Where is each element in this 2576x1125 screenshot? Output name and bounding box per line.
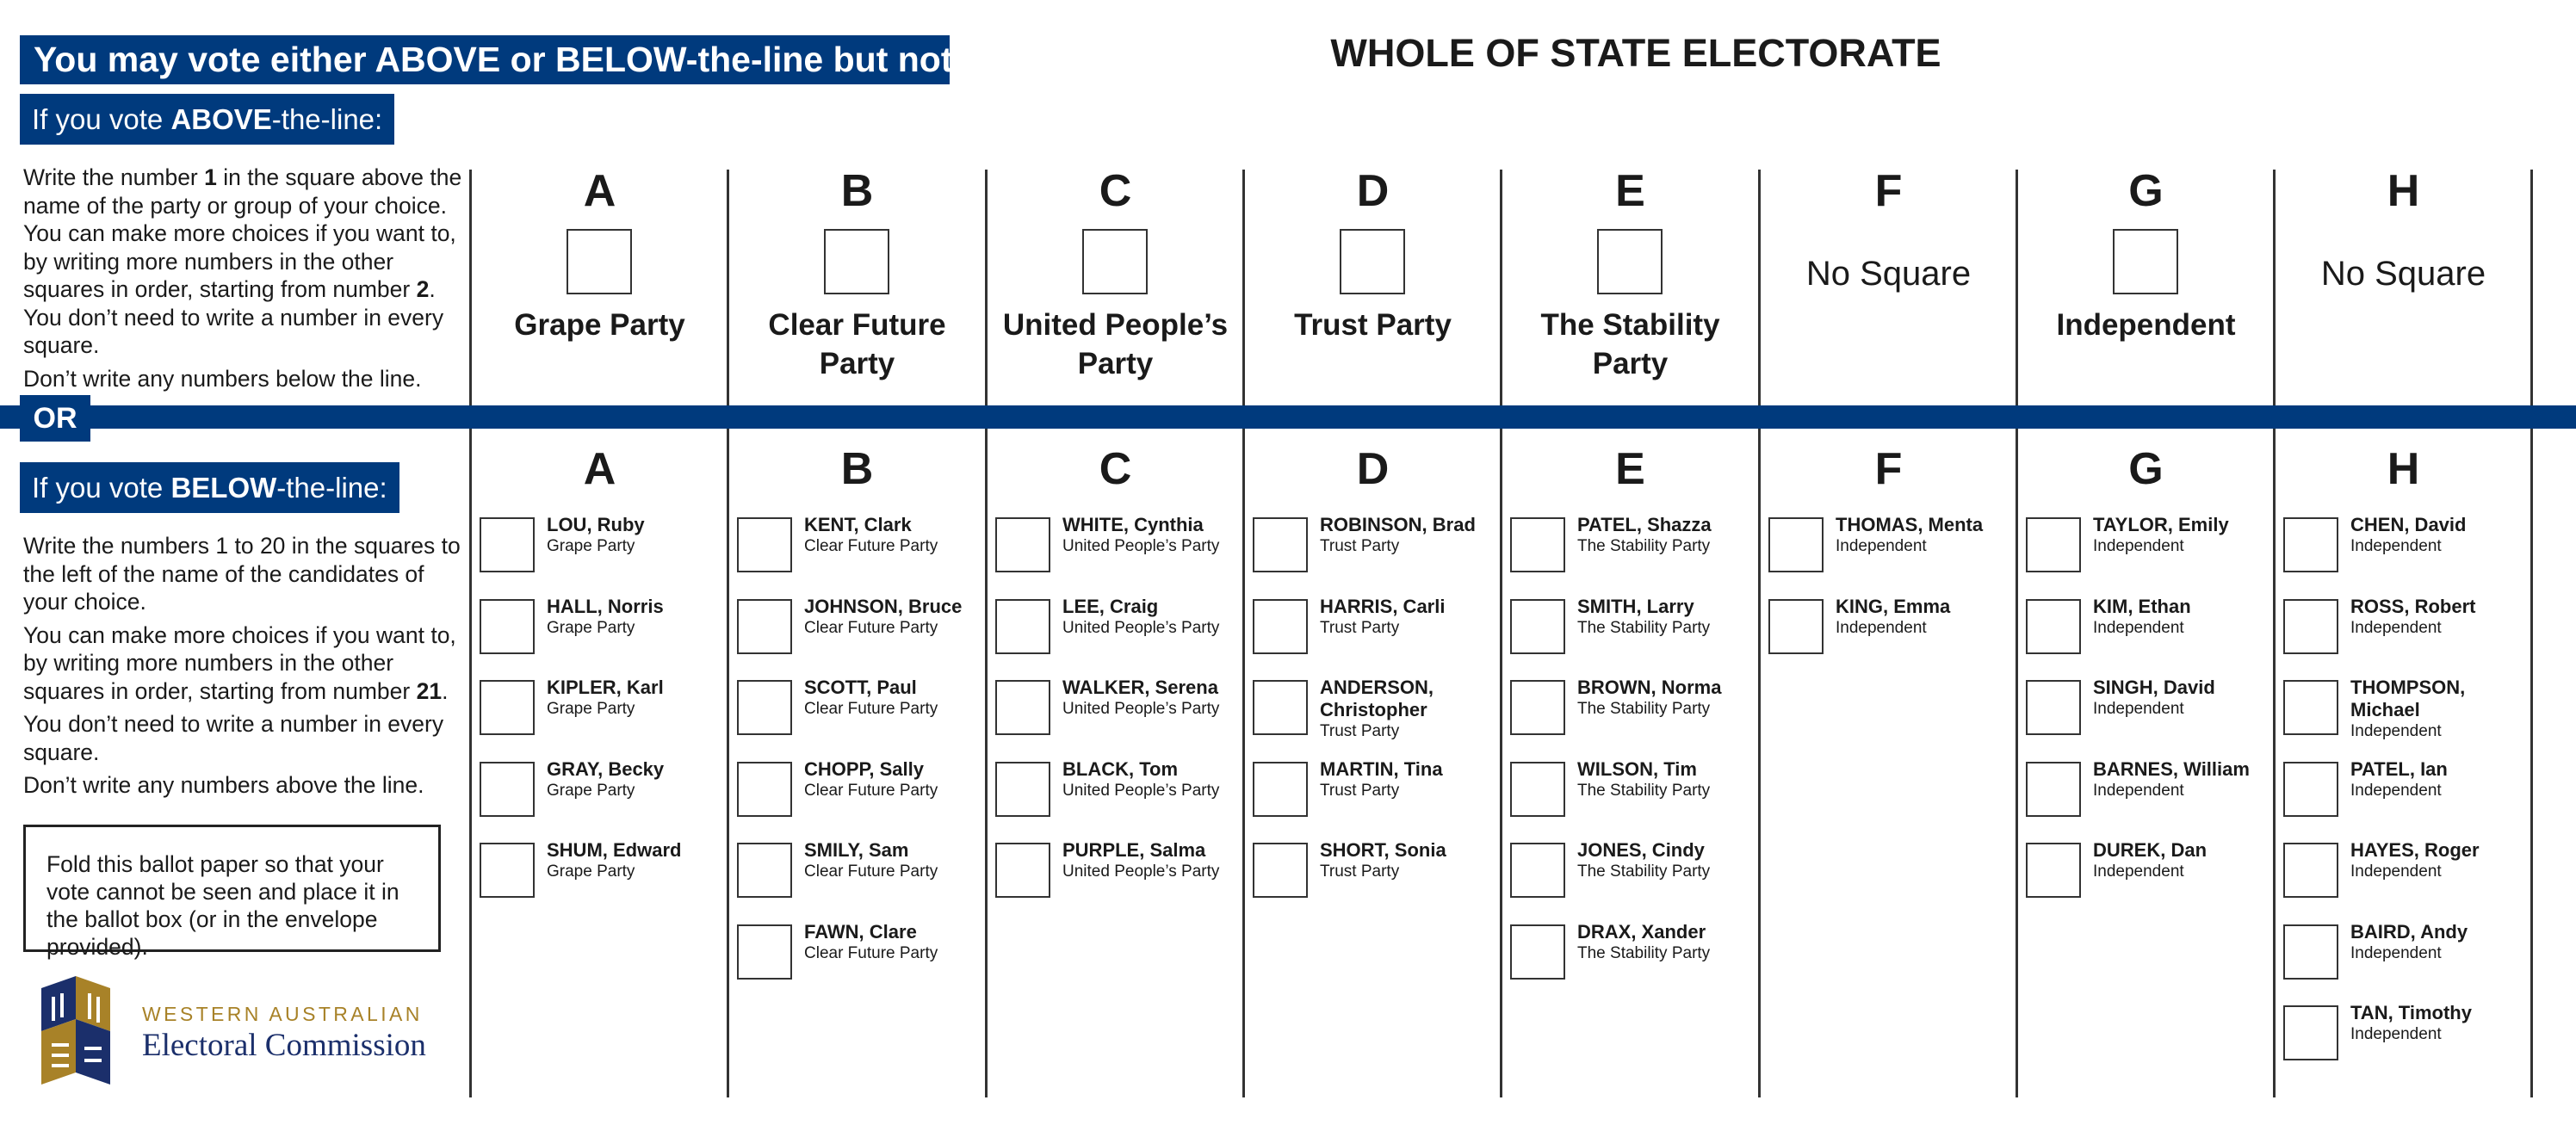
text: . <box>442 677 449 704</box>
number-twenty-one: 21 <box>416 677 443 704</box>
candidate-name <box>804 758 981 801</box>
party-name-line: Clear Future <box>768 308 946 342</box>
candidate-name-text: DUREK, Dan <box>2093 839 2208 861</box>
candidate-row <box>1760 514 2017 591</box>
logo-text-line-2: Electoral Commission <box>142 1028 426 1063</box>
candidate-name <box>1836 596 2012 639</box>
candidate-square[interactable] <box>1510 762 1565 817</box>
candidate-square[interactable] <box>1768 599 1824 654</box>
candidate-square[interactable] <box>2026 843 2081 898</box>
candidate-name-text: HARRIS, Carli <box>1320 595 1446 617</box>
candidate-name-text: KIM, Ethan <box>2093 595 2191 617</box>
candidate-party: Independent <box>2093 618 2184 637</box>
party-name-line: Independent <box>2056 308 2236 342</box>
candidate-party: Independent <box>2350 781 2442 800</box>
candidate-party: Independent <box>2350 1025 2442 1043</box>
candidate-square[interactable] <box>2283 517 2338 572</box>
candidate-name-text: GRAY, Becky <box>547 757 665 780</box>
candidate-row <box>2275 758 2532 836</box>
candidate-name-text: PATEL, Shazza <box>1577 514 1712 535</box>
candidate-name <box>1062 514 1239 557</box>
candidate-square[interactable] <box>480 680 535 735</box>
candidate-party: Independent <box>2093 700 2184 718</box>
candidate-name <box>804 921 981 964</box>
candidate-name-text: PURPLE, Salma <box>1062 839 1206 861</box>
below-instruction-4: Don’t write any numbers above the line. <box>23 772 424 798</box>
candidate-party: Independent <box>2350 862 2442 881</box>
candidate-name-text: PATEL, Ian <box>2350 757 2448 780</box>
candidate-row <box>2275 921 2532 998</box>
candidate-row <box>471 839 728 917</box>
candidate-row <box>728 514 986 591</box>
candidate-party: Trust Party <box>1320 781 1400 800</box>
candidate-group-letter-a: A <box>583 444 616 494</box>
candidate-row <box>1244 514 1502 591</box>
candidate-party: United People’s Party <box>1062 700 1220 718</box>
candidate-party: The Stability Party <box>1577 537 1711 555</box>
candidate-name-text: SHUM, Edward <box>547 839 682 861</box>
candidate-row <box>1502 677 1759 754</box>
candidate-party: United People’s Party <box>1062 862 1220 881</box>
candidate-name <box>2093 677 2269 720</box>
candidate-name-text: SHORT, Sonia <box>1320 839 1446 861</box>
group-letter-c: C <box>1099 166 1132 216</box>
candidate-party: Independent <box>1836 618 1927 637</box>
candidate-party: Trust Party <box>1320 862 1400 881</box>
candidate-party: Clear Future Party <box>804 618 938 637</box>
candidate-row <box>728 921 986 998</box>
party-name-line: Party <box>819 347 895 380</box>
below-instruction-1: Write the numbers 1 to 20 in the squares to the left of the name of the candidates of your choice. <box>23 533 461 615</box>
candidate-square[interactable] <box>995 680 1050 735</box>
candidate-square[interactable] <box>737 843 792 898</box>
candidate-name <box>2350 1002 2527 1045</box>
candidate-name-text: LEE, Craig <box>1062 595 1159 617</box>
candidate-square[interactable] <box>995 843 1050 898</box>
party-name-line: The Stability <box>1540 308 1720 342</box>
candidate-name-text: THOMAS, Menta <box>1836 514 1984 535</box>
candidate-name <box>2350 921 2527 964</box>
candidate-party: The Stability Party <box>1577 618 1711 637</box>
candidate-name-text: BROWN, Norma <box>1577 677 1722 698</box>
below-heading-bold: BELOW <box>170 472 277 504</box>
candidate-square[interactable] <box>2026 762 2081 817</box>
candidate-name-text: CHEN, David <box>2350 514 2467 535</box>
group-square-e[interactable] <box>1597 229 1663 294</box>
candidate-party: United People’s Party <box>1062 537 1220 555</box>
candidate-square[interactable] <box>1253 517 1308 572</box>
candidate-square[interactable] <box>480 599 535 654</box>
candidate-square[interactable] <box>1510 843 1565 898</box>
candidate-name-text: MARTIN, Tina <box>1320 757 1443 780</box>
candidate-name-text: JONES, Cindy <box>1577 839 1705 861</box>
party-name-line: Party <box>1592 347 1669 380</box>
group-letter-b: B <box>840 166 874 216</box>
candidate-row <box>2275 596 2532 673</box>
candidate-name <box>2093 514 2269 557</box>
candidate-name-text: ANDERSON, Christopher <box>1320 677 1434 720</box>
group-square-g[interactable] <box>2113 229 2178 294</box>
candidate-square[interactable] <box>480 843 535 898</box>
candidate-group-letter-f: F <box>1874 444 1903 494</box>
candidate-name <box>804 514 981 557</box>
candidate-row <box>2017 839 2275 917</box>
candidate-party: Trust Party <box>1320 618 1400 637</box>
candidate-party: Independent <box>2350 722 2442 740</box>
number-two: 2 <box>416 276 430 302</box>
candidate-row <box>471 677 728 754</box>
candidate-name-text: BLACK, Tom <box>1062 757 1179 780</box>
candidate-name-text: FAWN, Clare <box>804 920 917 943</box>
candidate-name-text: KING, Emma <box>1836 595 1951 617</box>
candidate-name-text: TAYLOR, Emily <box>2093 514 2229 535</box>
candidate-square[interactable] <box>1510 599 1565 654</box>
party-name-b <box>728 306 986 383</box>
candidate-row <box>987 514 1244 591</box>
candidate-row <box>728 596 986 673</box>
candidate-party: Clear Future Party <box>804 862 938 881</box>
party-name-line: Trust Party <box>1294 308 1452 342</box>
candidate-square[interactable] <box>1510 924 1565 980</box>
candidate-name <box>1577 758 1754 801</box>
candidate-name-text: KIPLER, Karl <box>547 677 664 698</box>
party-name-g <box>2017 306 2275 344</box>
candidate-name <box>1577 839 1754 882</box>
candidate-name-text: KENT, Clark <box>804 514 912 535</box>
text: Write the number <box>23 164 205 190</box>
candidate-name-text: WALKER, Serena <box>1062 677 1218 698</box>
group-square-d[interactable] <box>1340 229 1405 294</box>
candidate-row <box>987 596 1244 673</box>
candidate-name-text: WHITE, Cynthia <box>1062 514 1204 535</box>
candidate-row <box>1244 839 1502 917</box>
group-letter-f: F <box>1874 166 1903 216</box>
candidate-group-letter-e: E <box>1615 444 1645 494</box>
candidate-name <box>1062 596 1239 639</box>
text: . You don’t need to write a number in every square. <box>23 276 444 358</box>
candidate-party: Clear Future Party <box>804 943 938 962</box>
candidate-square[interactable] <box>1253 680 1308 735</box>
candidate-name-text: ROBINSON, Brad <box>1320 514 1476 535</box>
candidate-name <box>1320 514 1496 557</box>
candidate-name <box>2350 677 2527 742</box>
below-instructions <box>23 532 462 805</box>
candidate-name <box>1320 596 1496 639</box>
above-instruction-2: Don’t write any numbers below the line. <box>23 365 422 392</box>
candidate-square[interactable] <box>2026 680 2081 735</box>
candidate-name <box>547 677 723 720</box>
candidate-row <box>2275 514 2532 591</box>
candidate-square[interactable] <box>2026 599 2081 654</box>
group-letter-e: E <box>1615 166 1645 216</box>
below-the-line-heading <box>20 462 399 513</box>
candidate-row <box>2017 596 2275 673</box>
above-heading-bold: ABOVE <box>170 103 272 135</box>
candidate-name <box>804 596 981 639</box>
candidate-name-text: SMITH, Larry <box>1577 595 1694 617</box>
or-label: OR <box>20 395 90 442</box>
candidate-party: Trust Party <box>1320 537 1400 555</box>
candidate-square[interactable] <box>1253 762 1308 817</box>
group-letter-g: G <box>2128 166 2164 216</box>
above-heading-suffix: -the-line: <box>271 103 383 135</box>
candidate-party: Clear Future Party <box>804 700 938 718</box>
above-instructions <box>23 164 462 398</box>
candidate-row <box>987 677 1244 754</box>
candidate-row <box>1244 677 1502 754</box>
candidate-group-letter-g: G <box>2128 444 2164 494</box>
group-square-a[interactable] <box>567 229 632 294</box>
candidate-name <box>1320 839 1496 882</box>
candidate-party: Clear Future Party <box>804 781 938 800</box>
candidate-square[interactable] <box>480 762 535 817</box>
candidate-square[interactable] <box>1768 517 1824 572</box>
group-letter-d: D <box>1356 166 1390 216</box>
below-heading-suffix: -the-line: <box>276 472 387 504</box>
number-one: 1 <box>204 164 217 190</box>
party-name-line: Grape Party <box>514 308 685 342</box>
candidate-name-text: ROSS, Robert <box>2350 595 2476 617</box>
candidate-party: Independent <box>2093 862 2184 881</box>
candidate-name-text: SMILY, Sam <box>804 839 909 861</box>
candidate-row <box>2017 514 2275 591</box>
candidate-square[interactable] <box>1510 680 1565 735</box>
candidate-party: Independent <box>1836 537 1927 555</box>
candidate-row <box>987 758 1244 836</box>
candidate-name <box>1577 596 1754 639</box>
candidate-row <box>2275 1002 2532 1079</box>
candidate-name-text: HAYES, Roger <box>2350 839 2480 861</box>
candidate-name <box>2350 758 2527 801</box>
electorate-title: WHOLE OF STATE ELECTORATE <box>1330 31 1941 75</box>
candidate-row <box>1244 596 1502 673</box>
candidate-name-text: LOU, Ruby <box>547 514 645 535</box>
ballot-instruction-banner: You may vote either ABOVE or BELOW-the-line but not both: <box>20 35 950 84</box>
candidate-name <box>547 514 723 557</box>
candidate-party: Grape Party <box>547 781 635 800</box>
candidate-name <box>1062 839 1239 882</box>
text: You can make more choices if you want to, by writing more numbers in the other squares in order, starting from number <box>23 621 456 704</box>
above-heading-prefix: If you vote <box>32 103 171 135</box>
candidate-row <box>1502 921 1759 998</box>
candidate-party: Independent <box>2093 781 2184 800</box>
candidate-name <box>547 596 723 639</box>
candidate-party: Grape Party <box>547 700 635 718</box>
party-name-d <box>1244 306 1502 344</box>
candidate-square[interactable] <box>995 599 1050 654</box>
candidate-party: United People’s Party <box>1062 618 1220 637</box>
candidate-group-letter-c: C <box>1099 444 1132 494</box>
candidate-square[interactable] <box>737 762 792 817</box>
candidate-name-text: SCOTT, Paul <box>804 677 917 698</box>
candidate-name <box>2093 758 2269 801</box>
group-square-b[interactable] <box>824 229 889 294</box>
candidate-row <box>1502 514 1759 591</box>
or-divider-bar <box>0 405 2576 429</box>
candidate-name <box>1062 758 1239 801</box>
above-instruction-1 <box>23 164 462 360</box>
candidate-square[interactable] <box>737 680 792 735</box>
candidate-square[interactable] <box>2283 680 2338 735</box>
candidate-group-letter-h: H <box>2387 444 2420 494</box>
candidate-name-text: SINGH, David <box>2093 677 2215 698</box>
group-letter-a: A <box>583 166 616 216</box>
candidate-name <box>804 839 981 882</box>
below-instruction-3: You don’t need to write a number in every square. <box>23 711 444 765</box>
candidate-name-text: THOMPSON, Michael <box>2350 677 2466 720</box>
candidate-party: Independent <box>2093 537 2184 555</box>
waec-logo-icon <box>41 976 110 1085</box>
candidate-square[interactable] <box>2283 599 2338 654</box>
candidate-name <box>1577 514 1754 557</box>
candidate-party: Grape Party <box>547 618 635 637</box>
candidate-party: Independent <box>2350 943 2442 962</box>
candidate-row <box>1760 596 2017 673</box>
candidate-name-text: WILSON, Tim <box>1577 757 1697 780</box>
candidate-party: Grape Party <box>547 862 635 881</box>
candidate-name <box>1320 677 1496 742</box>
candidate-name <box>2093 839 2269 882</box>
candidate-row <box>728 758 986 836</box>
candidate-name-text: BARNES, William <box>2093 757 2250 780</box>
no-square-label-h: No Square <box>2320 255 2486 293</box>
fold-notice: Fold this ballot paper so that your vote cannot be seen and place it in the ballot box (or in the envelope provided). <box>23 825 441 952</box>
candidate-square[interactable] <box>995 762 1050 817</box>
candidate-row <box>987 839 1244 917</box>
candidate-group-letter-d: D <box>1356 444 1390 494</box>
candidate-party: Grape Party <box>547 537 635 555</box>
candidate-group-letter-b: B <box>840 444 874 494</box>
candidate-row <box>1502 596 1759 673</box>
candidate-name <box>1320 758 1496 801</box>
candidate-name <box>2350 596 2527 639</box>
candidate-name <box>1062 677 1239 720</box>
candidate-party: Trust Party <box>1320 722 1400 740</box>
candidate-square[interactable] <box>737 517 792 572</box>
candidate-name-text: JOHNSON, Bruce <box>804 595 963 617</box>
candidate-party: Independent <box>2350 537 2442 555</box>
candidate-square[interactable] <box>737 599 792 654</box>
candidate-name <box>1577 677 1754 720</box>
candidate-row <box>2017 758 2275 836</box>
candidate-square[interactable] <box>1253 599 1308 654</box>
text: in the square above the name of the party or group of your choice. You can make more choices if you want to, by writing more numbers in the other squares in order, starting from number <box>23 164 462 302</box>
candidate-name-text: TAN, Timothy <box>2350 1002 2472 1023</box>
candidate-square[interactable] <box>995 517 1050 572</box>
candidate-row <box>728 839 986 917</box>
party-name-a <box>471 306 728 344</box>
candidate-name <box>547 758 723 801</box>
candidate-name <box>547 839 723 882</box>
candidate-name <box>2350 514 2527 557</box>
candidate-row <box>1502 758 1759 836</box>
candidate-name-text: HALL, Norris <box>547 595 664 617</box>
candidate-party: The Stability Party <box>1577 700 1711 718</box>
candidate-name <box>2093 596 2269 639</box>
no-square-label-f: No Square <box>1805 255 1972 293</box>
candidate-row <box>471 758 728 836</box>
candidate-square[interactable] <box>2026 517 2081 572</box>
candidate-square[interactable] <box>2283 762 2338 817</box>
group-letter-h: H <box>2387 166 2420 216</box>
candidate-name <box>1836 514 2012 557</box>
candidate-square[interactable] <box>2283 1005 2338 1060</box>
above-the-line-heading <box>20 94 394 145</box>
party-name-e <box>1502 306 1759 383</box>
group-square-c[interactable] <box>1082 229 1148 294</box>
candidate-name-text: CHOPP, Sally <box>804 757 924 780</box>
candidate-row <box>728 677 986 754</box>
below-heading-prefix: If you vote <box>32 472 171 504</box>
candidate-party: Independent <box>2350 618 2442 637</box>
party-name-line: Party <box>1077 347 1154 380</box>
candidate-party: United People’s Party <box>1062 781 1220 800</box>
candidate-square[interactable] <box>737 924 792 980</box>
candidate-name-text: DRAX, Xander <box>1577 920 1706 943</box>
party-name-c <box>987 306 1244 383</box>
candidate-row <box>2275 839 2532 917</box>
candidate-square[interactable] <box>1253 843 1308 898</box>
below-instruction-2 <box>23 621 462 706</box>
candidate-square[interactable] <box>2283 924 2338 980</box>
party-name-line: United People’s <box>1002 308 1229 342</box>
candidate-name <box>804 677 981 720</box>
logo-text-line-1: WESTERN AUSTRALIAN <box>142 1003 423 1025</box>
candidate-party: The Stability Party <box>1577 781 1711 800</box>
candidate-party: The Stability Party <box>1577 862 1711 881</box>
candidate-row <box>2017 677 2275 754</box>
candidate-party: Clear Future Party <box>804 537 938 555</box>
candidate-row <box>471 596 728 673</box>
candidate-name <box>1577 921 1754 964</box>
candidate-party: The Stability Party <box>1577 943 1711 962</box>
candidate-name <box>2350 839 2527 882</box>
candidate-name-text: BAIRD, Andy <box>2350 920 2468 943</box>
candidate-square[interactable] <box>1510 517 1565 572</box>
candidate-square[interactable] <box>2283 843 2338 898</box>
candidate-row <box>471 514 728 591</box>
candidate-row <box>1244 758 1502 836</box>
candidate-row <box>1502 839 1759 917</box>
candidate-square[interactable] <box>480 517 535 572</box>
candidate-row <box>2275 677 2532 754</box>
